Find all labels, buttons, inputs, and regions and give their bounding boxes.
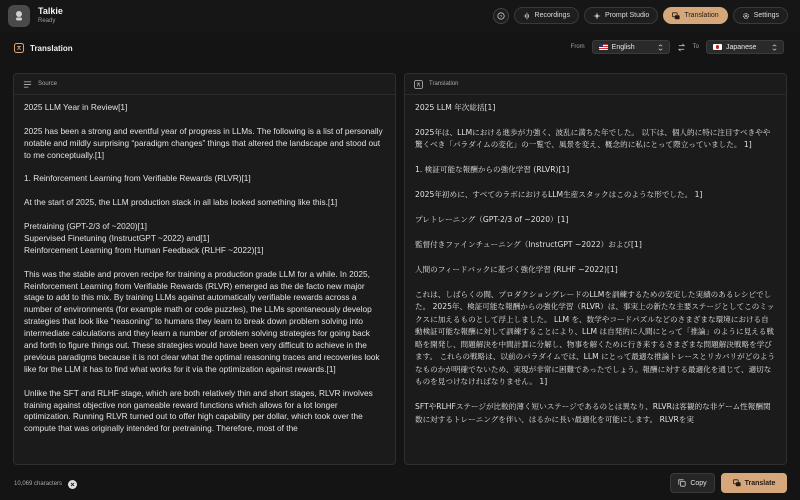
nav-translation-button[interactable] bbox=[663, 7, 727, 24]
nav-recordings-label: Recordings bbox=[534, 12, 570, 19]
main-nav bbox=[493, 7, 788, 24]
nav-recordings-button[interactable] bbox=[514, 7, 579, 24]
source-paragraph: 2025 has been a strong and eventful year of progress in LLMs. The following is a list of personally notable and mildly surprising “paradigm changes” things that altered the landscape and stood out to me conceptually.[1] bbox=[24, 125, 383, 160]
translate-icon bbox=[672, 12, 680, 20]
copy-label: Copy bbox=[690, 479, 707, 487]
clear-button[interactable] bbox=[68, 480, 77, 489]
translate-icon bbox=[414, 80, 423, 89]
source-paragraph: 2025 LLM Year in Review[1] bbox=[24, 102, 128, 112]
gear-icon bbox=[742, 12, 750, 20]
source-paragraph: At the start of 2025, the LLM production stack in all labs looked something like this.[1] bbox=[24, 197, 338, 208]
source-paragraph: Unlike the SFT and RLHF stage, which are both relatively thin and short stages, RLVR involves training against objective non gameable reward functions which allows for a lot longer optimization. Running RLVR turned out to offer high capability per dollar, which took over the compute that was originally intended for pretraining. Therefore, most of the bbox=[24, 387, 373, 434]
translation-text-area[interactable] bbox=[405, 95, 786, 426]
translate-icon bbox=[14, 43, 24, 53]
nav-translation-label: Translation bbox=[684, 12, 719, 19]
to-language-select[interactable] bbox=[706, 40, 784, 54]
app-logo-icon bbox=[8, 5, 30, 27]
help-icon bbox=[497, 12, 505, 20]
translate-button[interactable] bbox=[721, 473, 787, 493]
character-count: 10,069 characters bbox=[14, 481, 63, 487]
translate-icon bbox=[733, 479, 741, 487]
nav-prompt-studio-label: Prompt Studio bbox=[604, 12, 650, 19]
title-bar bbox=[0, 0, 800, 32]
copy-button[interactable] bbox=[670, 473, 715, 493]
nav-settings-label: Settings bbox=[753, 12, 779, 19]
from-language-select[interactable] bbox=[592, 40, 670, 54]
swap-icon[interactable] bbox=[677, 43, 686, 52]
translation-label: Translation bbox=[429, 81, 459, 87]
translation-header bbox=[0, 34, 800, 62]
waveform-icon bbox=[523, 12, 531, 20]
app-title: Talkie bbox=[38, 6, 63, 17]
translate-label: Translate bbox=[744, 479, 776, 487]
translation-paragraph: 監督付きファインチューニング（InstructGPT ~2022）および[1] bbox=[415, 239, 642, 249]
app-status: Ready bbox=[38, 18, 56, 25]
translation-paragraph: これは、しばらくの間、プロダクショングレードのLLMを訓練するための安定した実績のあるレシピでした。 2025年、検証可能な報酬からの強化学習（RLVR）は、事実上の新たな主要ステージとしてこのミックスに加えるものとして浮上しました。 LLM を、数学やコードパズルなどのさまざまな環境における自動検証可能な報酬に対して訓練することにより、LLM は自発的に人間にとって「推論」のように見える戦略を開発し、問題解決を中間計算に分解し、物事を解くために行き来するさまざまな問題解決戦略を学びます。 これらの戦略は、以前のパラダイムでは、LLM にとって最適な推論トレースとリカバリがどのようなものかが明確でないため、実現が非常に困難であったでしょう。報酬に対する最適化を通じて、適切なものを見つけなければなりません。 1] bbox=[415, 289, 776, 387]
from-language-value: English bbox=[611, 43, 635, 51]
translation-paragraph: 1. 検証可能な報酬からの強化学習 (RLVR)[1] bbox=[415, 165, 570, 175]
translation-panel bbox=[404, 73, 787, 465]
translation-paragraph: 2025 LLM 年次総括[1] bbox=[415, 103, 496, 112]
svg-text:?: ? bbox=[499, 14, 502, 20]
translation-paragraph: 人間のフィードバックに基づく強化学習 (RLHF ~2022)[1] bbox=[415, 264, 618, 274]
source-panel bbox=[13, 73, 396, 465]
footer-bar bbox=[0, 470, 800, 498]
to-language-value: Japanese bbox=[726, 43, 757, 51]
nav-prompt-studio-button[interactable] bbox=[584, 7, 658, 24]
nav-settings-button[interactable] bbox=[733, 7, 788, 24]
jp-flag-icon bbox=[713, 44, 722, 50]
source-label: Source bbox=[38, 81, 58, 87]
copy-icon bbox=[678, 479, 686, 487]
source-paragraph: Pretraining (GPT-2/3 of ~2020)[1] Supervised Finetuning (InstructGPT ~2022) and[1] Reinforcement Learning from Human Feedback (RLHF ~2022)[1] bbox=[24, 221, 264, 255]
lines-icon bbox=[23, 80, 32, 89]
translation-paragraph: 2025年は、LLMにおける進歩が力強く、波乱に満ちた年でした。 以下は、個人的に特に注目すべきやや驚くべき「パラダイムの変化」の一覧で、風景を変え、概念的に私にとって際立っていました。 1] bbox=[415, 127, 771, 150]
clear-icon bbox=[70, 482, 75, 487]
translation-paragraph: SFTやRLHFステージが比較的薄く短いステージであるのとは異なり、RLVRは客観的な非ゲーム性報酬関数に対するトレーニングを伴い、はるかに長い最適化を可能にします。 RLVRを実 bbox=[415, 402, 771, 424]
page-title: Translation bbox=[30, 43, 73, 53]
source-paragraph: 1. Reinforcement Learning from Verifiable Rewards (RLVR)[1] bbox=[24, 173, 251, 184]
chevron-down-icon bbox=[657, 44, 664, 51]
from-label: From bbox=[570, 44, 585, 50]
help-button[interactable] bbox=[493, 8, 509, 24]
us-flag-icon bbox=[599, 44, 608, 50]
source-text-area[interactable] bbox=[14, 95, 395, 435]
translation-paragraph: プレトレーニング（GPT-2/3 of ~2020）[1] bbox=[415, 215, 569, 225]
source-paragraph: This was the stable and proven recipe for training a production grade LLM for a while. In 2025, Reinforcement Learning from Verifiable Rewards (RLVR) emerged as the de facto new major stage to add to this mix. By training LLMs against automatically verifiable rewards across a number of environments (for example math or code puzzles), the LLMs spontaneously develop strategies that look like “reasoning” to humans they learn to break down problem solving into intermediate calculations and they learn a number of problem solving strategies for going back and forth to figure things out. These strategies would have been very difficult to achieve in the previous paradigms because it is not clear what the optimal reasoning traces and recoveries look like for the LLM it has to find what works for it via the optimization against rewards.[1] bbox=[24, 268, 380, 374]
sparkle-icon bbox=[593, 12, 601, 20]
translation-paragraph: 2025年初めに、すべてのラボにおけるLLM生産スタックはこのような形でした。 1] bbox=[415, 190, 703, 200]
to-label: To bbox=[692, 44, 699, 50]
chevron-down-icon bbox=[771, 44, 778, 51]
